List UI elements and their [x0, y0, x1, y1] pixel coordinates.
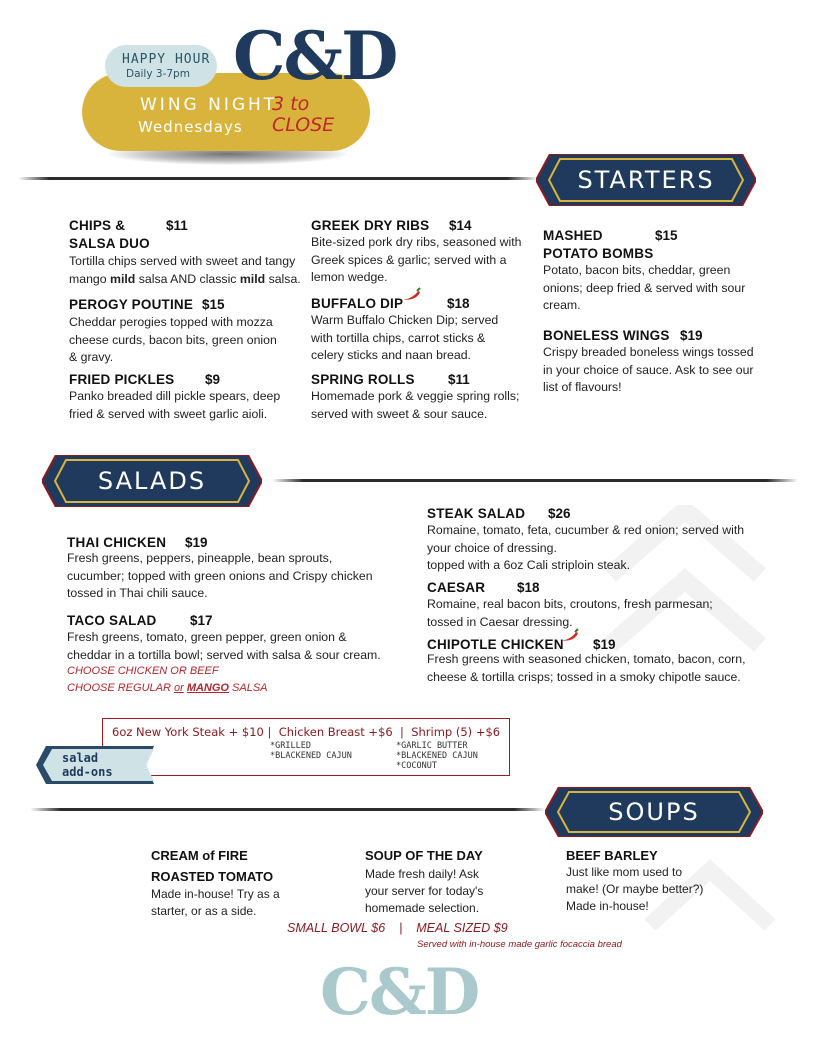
- salad-desc-line2: topped with a 6oz Cali striploin steak.: [427, 558, 631, 572]
- starter-price: $15: [202, 297, 225, 312]
- salad-desc: Romaine, tomato, feta, cucumber & red onion; served with your choice of dressing.: [427, 523, 745, 555]
- starter-desc: Warm Buffalo Chicken Dip; served with tortilla chips, carrot sticks & celery sticks and naan bread.: [311, 313, 499, 362]
- starters-title: STARTERS: [577, 166, 715, 194]
- chicken-options: *GRILLED *BLACKENED CAJUN: [270, 741, 352, 761]
- soup-name: BEEF BARLEY: [566, 848, 658, 863]
- soup-name: SOUP OF THE DAY: [365, 848, 483, 863]
- happy-hour-time: Daily 3-7pm: [126, 68, 190, 80]
- soup-name-line2: ROASTED TOMATO: [151, 869, 274, 884]
- soup-desc: Just like mom used to make! (Or maybe better?) Made in-house!: [566, 865, 704, 913]
- salad-name: CAESAR: [427, 580, 486, 595]
- starter-name: SPRING ROLLS: [311, 372, 415, 387]
- soup-desc: Made in-house! Try as a starter, or as a side.: [151, 887, 280, 918]
- soups-divider: [30, 808, 545, 811]
- salad-name: CHIPOTLE CHICKEN: [427, 637, 564, 652]
- header-logo: C&D: [233, 17, 397, 95]
- shrimp-options: *GARLIC BUTTER *BLACKENED CAJUN *COCONUT: [396, 741, 478, 771]
- starter-name-line2: SALSA DUO: [69, 236, 150, 251]
- soup-bread-note: Served with in-house made garlic focaccia bread: [417, 939, 622, 950]
- starter-name: FRIED PICKLES: [69, 372, 175, 387]
- starter-desc: Potato, bacon bits, cheddar, green onions; deep fried & served with sour cream.: [543, 263, 746, 312]
- starter-name: MASHED: [543, 228, 603, 243]
- salad-desc: Romaine, real bacon bits, croutons, fresh parmesan; tossed in Caesar dressing.: [427, 597, 713, 629]
- starter-name: BUFFALO DIP: [311, 296, 404, 311]
- starter-name: PEROGY POUTINE: [69, 297, 194, 312]
- salad-name: TACO SALAD: [67, 613, 157, 628]
- starters-banner: [536, 154, 756, 206]
- salad-note: CHOOSE REGULAR or MANGO SALSA: [67, 682, 268, 694]
- salad-addons-label: add-ons: [62, 765, 113, 779]
- starter-price: $18: [447, 296, 470, 311]
- salad-addons-tag: [36, 746, 154, 784]
- chili-pepper-icon: [402, 287, 422, 306]
- salad-name: THAI CHICKEN: [67, 535, 167, 550]
- salad-desc: Fresh greens, tomato, green pepper, green onion & cheddar in a tortilla bowl; served with salsa & sour cream.: [67, 630, 381, 662]
- salads-divider: [272, 479, 798, 482]
- wing-night-line1: WING NIGHT: [140, 95, 278, 115]
- salad-desc: Fresh greens, peppers, pineapple, bean sprouts, cucumber; topped with green onions and Crispy chicken tossed in Thai chili sauce.: [67, 551, 373, 600]
- wing-night-line2: Wednesdays: [138, 118, 243, 136]
- salad-addons-line: 6oz New York Steak + $10 | Chicken Breast +$6 | Shrimp (5) +$6: [112, 725, 501, 739]
- soup-desc: Made fresh daily! Ask your server for today's homemade selection.: [365, 867, 484, 915]
- starter-price: $11: [448, 372, 470, 387]
- starter-name: BONELESS WINGS: [543, 328, 670, 343]
- salad-price: $19: [593, 637, 616, 652]
- soups-title: SOUPS: [608, 798, 700, 826]
- salads-banner: [42, 455, 262, 507]
- starter-price: $14: [449, 218, 472, 233]
- starter-price: $9: [205, 372, 221, 387]
- starter-name-line2: POTATO BOMBS: [543, 246, 654, 261]
- wing-time-line1: 3 to: [272, 93, 310, 115]
- starter-name: GREEK DRY RIBS: [311, 218, 430, 233]
- soups-banner: [545, 787, 763, 837]
- starter-desc: Bite-sized pork dry ribs, seasoned with Greek spices & garlic; served with a lemon wedge.: [311, 235, 522, 284]
- soup-name: CREAM of FIRE: [151, 848, 248, 863]
- starters-divider: [18, 177, 538, 180]
- wing-time-line2: CLOSE: [272, 114, 335, 136]
- starter-desc: Panko breaded dill pickle spears, deep fried & served with sweet garlic aioli.: [69, 389, 281, 421]
- salad-price: $18: [517, 580, 540, 595]
- soup-pricing: SMALL BOWL $6 | MEAL SIZED $9: [287, 921, 508, 935]
- salad-note: CHOOSE CHICKEN OR BEEF: [67, 665, 219, 677]
- starter-name: CHIPS &: [69, 218, 126, 233]
- chili-pepper-icon: [560, 628, 580, 647]
- salad-name: STEAK SALAD: [427, 506, 526, 521]
- salads-title: SALADS: [97, 467, 207, 495]
- starter-desc: Crispy breaded boneless wings tossed in your choice of sauce. Ask to see our list of flavours!: [543, 345, 754, 394]
- starter-price: $19: [680, 328, 703, 343]
- starter-desc: Homemade pork & veggie spring rolls; served with sweet & sour sauce.: [311, 389, 520, 421]
- footer-logo: C&D: [320, 955, 479, 1030]
- starter-desc: Cheddar perogies topped with mozza cheese curds, bacon bits, green onion & gravy.: [69, 315, 277, 364]
- salad-desc: Fresh greens with seasoned chicken, tomato, bacon, corn, cheese & tortilla crisps; tossed in a smoky chipotle sauce.: [427, 652, 746, 684]
- starter-price: $11: [166, 218, 188, 233]
- starter-desc: Tortilla chips served with sweet and tangy mango mild salsa AND classic mild salsa.: [69, 254, 301, 286]
- salad-price: $26: [548, 506, 571, 521]
- salad-addons-label: salad: [62, 751, 99, 765]
- salad-price: $19: [185, 535, 208, 550]
- salad-price: $17: [190, 613, 213, 628]
- starter-price: $15: [655, 228, 678, 243]
- happy-hour-title: HAPPY HOUR: [122, 52, 211, 67]
